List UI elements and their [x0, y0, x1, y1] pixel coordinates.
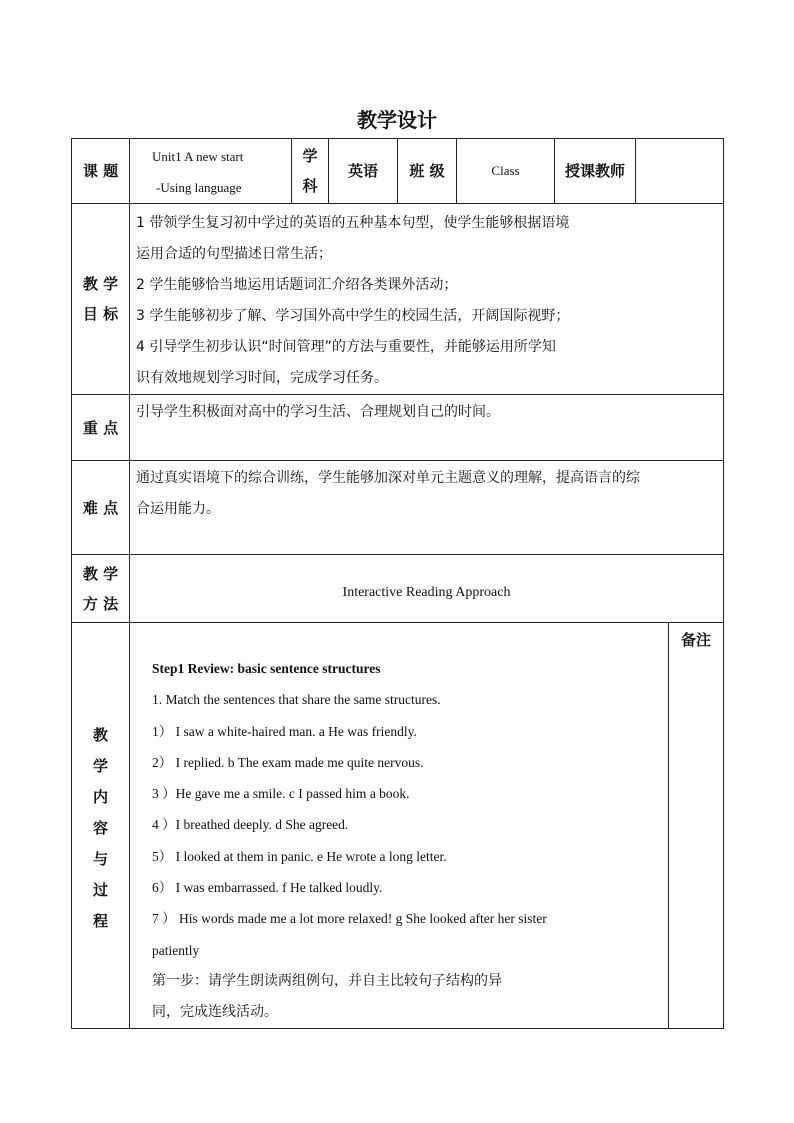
key-points-row — [72, 395, 724, 461]
objectives-content — [130, 204, 724, 395]
objectives-label-2: 目 标 — [82, 305, 119, 323]
difficulties-content — [130, 461, 724, 555]
subject-label — [292, 139, 329, 204]
class-value: Class — [457, 139, 555, 204]
step-description-line-1: 第一步：请学生朗读两组例句，并自主比较句子结构的异 — [152, 972, 502, 989]
subject-value: 英语 — [329, 139, 398, 204]
topic-value — [130, 139, 292, 204]
match-item: 2） I replied. b The exam made me quite nervous. — [152, 754, 424, 770]
page-title: 教学设计 — [357, 108, 437, 132]
key-points-text: 引导学生积极面对高中的学习生活、合理规划自己的时间。 — [136, 404, 500, 420]
step-description-line-2: 同，完成连线活动。 — [152, 1003, 278, 1020]
topic-line-1: Unit1 A new start — [152, 149, 244, 164]
process-row — [72, 623, 724, 1029]
class-label: 班 级 — [398, 139, 457, 204]
process-label-char: 与 — [92, 849, 108, 868]
key-points-content — [130, 395, 724, 461]
process-label — [72, 623, 130, 1029]
method-label-1: 教 学 — [82, 564, 119, 583]
subject-label-2: 科 — [302, 177, 318, 195]
teacher-label: 授课教师 — [555, 139, 636, 204]
process-label-char: 教 — [92, 725, 108, 744]
topic-label: 课 题 — [72, 139, 130, 204]
topic-line-2: -Using language — [156, 180, 242, 195]
process-content — [130, 623, 669, 1029]
teacher-value — [636, 139, 724, 204]
process-label-char: 容 — [92, 818, 108, 837]
subject-label-1: 学 — [302, 147, 318, 165]
process-label-char: 程 — [92, 911, 108, 930]
objective-line: 运用合适的句型描述日常生活； — [136, 246, 332, 262]
method-label — [72, 555, 130, 623]
match-item: 5） I looked at them in panic. e He wrote a long letter. — [152, 848, 447, 864]
step-heading: Step1 Review: basic sentence structures — [152, 661, 381, 676]
difficulties-line-1: 通过真实语境下的综合训练，学生能够加深对单元主题意义的理解，提高语言的综 — [136, 470, 640, 486]
match-item: 1） I saw a white-haired man. a He was friendly. — [152, 723, 417, 739]
header-row — [72, 139, 724, 204]
process-label-char: 学 — [92, 756, 108, 775]
match-item: 4 ）I breathed deeply. d She agreed. — [152, 817, 349, 833]
method-row — [72, 555, 724, 623]
remarks-column — [669, 623, 724, 1029]
step-instruction: 1. Match the sentences that share the same structures. — [152, 692, 441, 708]
objective-line: 识有效地规划学习时间，完成学习任务。 — [136, 370, 388, 386]
lesson-plan-table — [71, 138, 724, 1029]
objective-line: 4 引导学生初步认识“时间管理”的方法与重要性，并能够运用所学知 — [136, 339, 556, 355]
difficulties-label: 难 点 — [72, 461, 130, 555]
process-label-char: 内 — [92, 787, 108, 806]
objective-line: 1 带领学生复习初中学过的英语的五种基本句型，使学生能够根据语境 — [136, 215, 570, 231]
difficulties-line-2: 合运用能力。 — [136, 501, 220, 517]
match-item: 7 ） His words made me a lot more relaxed! g She looked after her sister — [152, 911, 547, 927]
objectives-label-1: 教 学 — [82, 275, 119, 293]
match-item: 6） I was embarrassed. f He talked loudly. — [152, 880, 383, 896]
match-item: patiently — [152, 942, 200, 958]
method-label-2: 方 法 — [82, 594, 119, 613]
objectives-label — [72, 204, 130, 395]
match-item: 3 ）He gave me a smile. c I passed him a book. — [152, 786, 410, 802]
method-value: Interactive Reading Approach — [130, 555, 724, 623]
process-label-char: 过 — [92, 880, 108, 899]
objective-line: 2 学生能够恰当地运用话题词汇介绍各类课外活动； — [136, 277, 458, 293]
objective-line: 3 学生能够初步了解、学习国外高中学生的校园生活，开阔国际视野； — [136, 308, 570, 324]
remarks-label: 备注 — [680, 631, 711, 649]
difficulties-row — [72, 461, 724, 555]
key-points-label: 重 点 — [72, 395, 130, 461]
objectives-row — [72, 204, 724, 395]
